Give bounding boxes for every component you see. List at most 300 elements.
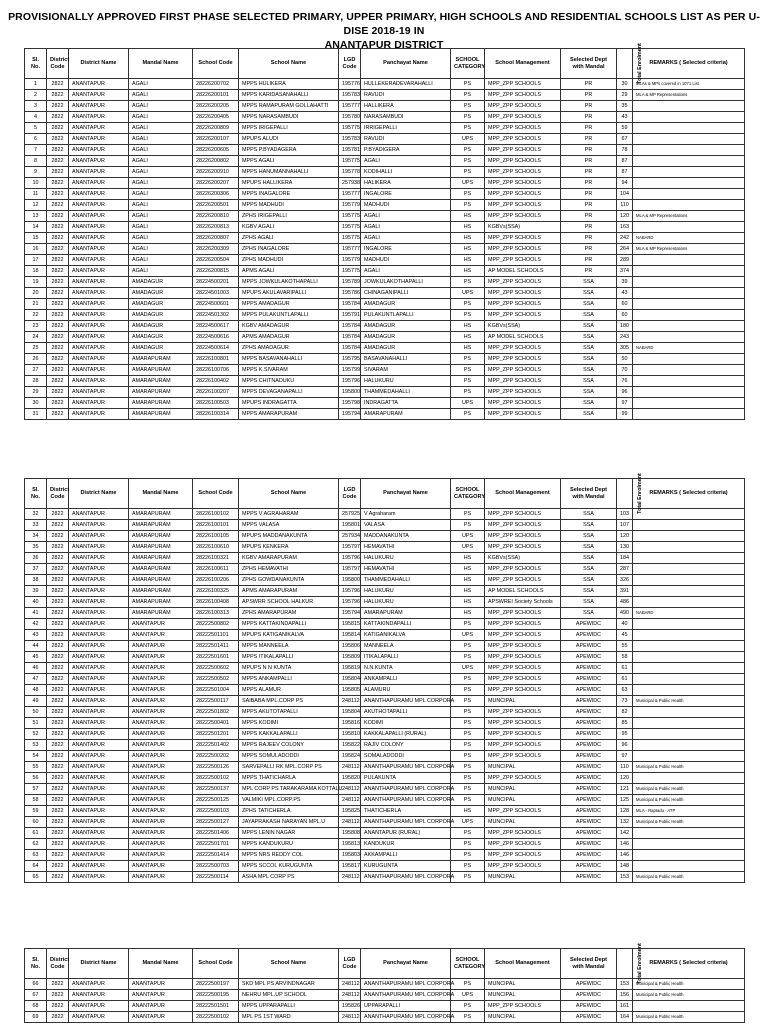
- cell-sl-no: 63: [25, 850, 47, 861]
- cell-mandal-name: ANANTAPUR: [129, 740, 193, 751]
- cell-district-code: 2822: [47, 277, 69, 288]
- cell-district-name: ANANTAPUR: [69, 376, 129, 387]
- cell-selected-dept: SSA: [561, 608, 617, 619]
- cell-school-management: MPP_ZPP SCHOOLS: [485, 156, 561, 167]
- cell-school-code: 28226200605: [193, 145, 239, 156]
- table-row: [25, 255, 745, 266]
- cell-total-enrolment: 85: [617, 718, 633, 729]
- cell-sl-no: 20: [25, 288, 47, 299]
- cell-school-category: PS: [451, 641, 485, 652]
- cell-school-category: PS: [451, 784, 485, 795]
- table-row: [25, 806, 745, 817]
- cell-mandal-name: AGALI: [129, 222, 193, 233]
- table-row: [25, 167, 745, 178]
- cell-total-enrolment: 120: [617, 531, 633, 542]
- cell-school-name: ZPHS AGALI: [239, 233, 339, 244]
- cell-total-enrolment: 146: [617, 839, 633, 850]
- header-district-name: District Name: [69, 49, 129, 79]
- cell-mandal-name: AMARAPURAM: [129, 365, 193, 376]
- table-row: [25, 531, 745, 542]
- cell-mandal-name: AGALI: [129, 266, 193, 277]
- cell-school-management: MPP_ZPP SCHOOLS: [485, 707, 561, 718]
- cell-school-code: 28222501201: [193, 729, 239, 740]
- table-row: [25, 277, 745, 288]
- cell-school-category: UPS: [451, 134, 485, 145]
- table-row: [25, 211, 745, 222]
- cell-district-name: ANANTAPUR: [69, 255, 129, 266]
- cell-remarks: [633, 376, 745, 387]
- table-row: [25, 365, 745, 376]
- cell-remarks: MLA & MP Representations: [633, 90, 745, 101]
- cell-mandal-name: ANANTAPUR: [129, 784, 193, 795]
- table-row: [25, 608, 745, 619]
- cell-district-name: ANANTAPUR: [69, 200, 129, 211]
- header-selected-dept: Selected Dept with Mandal: [561, 49, 617, 79]
- cell-lgd-code: 195781: [339, 145, 361, 156]
- cell-selected-dept: SSA: [561, 299, 617, 310]
- table-row: [25, 376, 745, 387]
- cell-district-code: 2822: [47, 222, 69, 233]
- cell-school-category: PS: [451, 101, 485, 112]
- cell-district-name: ANANTAPUR: [69, 729, 129, 740]
- table-row: [25, 685, 745, 696]
- cell-panchayat-name: AMADAGUR: [361, 321, 451, 332]
- cell-school-code: 28224500601: [193, 299, 239, 310]
- cell-selected-dept: APEWIDC: [561, 696, 617, 707]
- cell-school-management: MPP_ZPP SCHOOLS: [485, 751, 561, 762]
- cell-panchayat-name: RAVUDI: [361, 90, 451, 101]
- table-row: [25, 718, 745, 729]
- cell-school-management: AP MODEL SCHOOLS: [485, 586, 561, 597]
- cell-sl-no: 50: [25, 707, 47, 718]
- header-school-name: School Name: [239, 49, 339, 79]
- cell-district-code: 2822: [47, 288, 69, 299]
- cell-selected-dept: SSA: [561, 343, 617, 354]
- cell-school-name: MPPS JOWKULAKOTHAPALLI: [239, 277, 339, 288]
- table-row: [25, 751, 745, 762]
- cell-mandal-name: AGALI: [129, 145, 193, 156]
- cell-mandal-name: AMADAGUR: [129, 343, 193, 354]
- cell-school-code: 28226200101: [193, 90, 239, 101]
- cell-district-name: ANANTAPUR: [69, 597, 129, 608]
- cell-selected-dept: APEWIDC: [561, 850, 617, 861]
- cell-panchayat-name: HULLEKERADEVARAHALLI: [361, 79, 451, 90]
- cell-school-code: 28222501802: [193, 707, 239, 718]
- header-total-enrolment-label: Total Enrolment: [636, 473, 643, 514]
- cell-school-code: 28226100503: [193, 398, 239, 409]
- cell-total-enrolment: 78: [617, 145, 633, 156]
- table-row: [25, 321, 745, 332]
- cell-school-code: 28226100402: [193, 376, 239, 387]
- cell-school-name: ASHA MPL CORP PS: [239, 872, 339, 883]
- cell-school-management: MUNCIPAL: [485, 784, 561, 795]
- cell-district-name: ANANTAPUR: [69, 156, 129, 167]
- cell-remarks: [633, 520, 745, 531]
- cell-sl-no: 52: [25, 729, 47, 740]
- cell-panchayat-name: KATTAKINDAPALLI: [361, 619, 451, 630]
- cell-school-category: PS: [451, 828, 485, 839]
- cell-district-name: ANANTAPUR: [69, 564, 129, 575]
- cell-selected-dept: APEWIDC: [561, 685, 617, 696]
- cell-sl-no: 12: [25, 200, 47, 211]
- cell-district-name: ANANTAPUR: [69, 718, 129, 729]
- cell-sl-no: 56: [25, 773, 47, 784]
- cell-district-code: 2822: [47, 817, 69, 828]
- cell-mandal-name: ANANTAPUR: [129, 979, 193, 990]
- cell-sl-no: 16: [25, 244, 47, 255]
- table-row: [25, 652, 745, 663]
- table-row: [25, 288, 745, 299]
- header-school-management: School Management: [485, 49, 561, 79]
- cell-school-code: 28226100321: [193, 553, 239, 564]
- cell-school-management: MPP_ZPP SCHOOLS: [485, 200, 561, 211]
- cell-district-name: ANANTAPUR: [69, 652, 129, 663]
- cell-total-enrolment: 87: [617, 156, 633, 167]
- cell-total-enrolment: 121: [617, 784, 633, 795]
- cell-district-name: ANANTAPUR: [69, 575, 129, 586]
- cell-district-code: 2822: [47, 641, 69, 652]
- cell-district-code: 2822: [47, 299, 69, 310]
- cell-mandal-name: AGALI: [129, 233, 193, 244]
- cell-remarks: MLA - Raptadu - ATP: [633, 806, 745, 817]
- cell-district-name: ANANTAPUR: [69, 101, 129, 112]
- cell-district-name: ANANTAPUR: [69, 817, 129, 828]
- cell-district-code: 2822: [47, 839, 69, 850]
- cell-school-management: MPP_ZPP SCHOOLS: [485, 773, 561, 784]
- cell-mandal-name: AGALI: [129, 90, 193, 101]
- header-lgd-code: LGD Code: [339, 949, 361, 979]
- cell-district-code: 2822: [47, 145, 69, 156]
- cell-school-category: UPS: [451, 531, 485, 542]
- cell-district-name: ANANTAPUR: [69, 310, 129, 321]
- cell-school-category: PS: [451, 90, 485, 101]
- table-row: [25, 387, 745, 398]
- header-remarks: REMARKS ( Selected criteria): [633, 479, 745, 509]
- cell-school-category: PS: [451, 861, 485, 872]
- cell-school-management: MPP_ZPP SCHOOLS: [485, 839, 561, 850]
- cell-lgd-code: 195789: [339, 277, 361, 288]
- cell-school-category: PS: [451, 167, 485, 178]
- cell-sl-no: 22: [25, 310, 47, 321]
- table-row: [25, 299, 745, 310]
- cell-sl-no: 15: [25, 233, 47, 244]
- cell-school-name: MPL PS 1ST WARD: [239, 1012, 339, 1023]
- cell-school-name: APMS AGALI: [239, 266, 339, 277]
- cell-lgd-code: 248112: [339, 990, 361, 1001]
- cell-district-name: ANANTAPUR: [69, 740, 129, 751]
- cell-panchayat-name: AMADAGUR: [361, 332, 451, 343]
- cell-district-code: 2822: [47, 751, 69, 762]
- cell-lgd-code: 195779: [339, 200, 361, 211]
- cell-mandal-name: ANANTAPUR: [129, 839, 193, 850]
- cell-school-category: PS: [451, 707, 485, 718]
- cell-sl-no: 39: [25, 586, 47, 597]
- cell-lgd-code: 195784: [339, 343, 361, 354]
- cell-mandal-name: ANANTAPUR: [129, 828, 193, 839]
- cell-school-code: 28222500802: [193, 619, 239, 630]
- cell-total-enrolment: 29: [617, 90, 633, 101]
- cell-school-name: MPUPS KENKERA: [239, 542, 339, 553]
- table-header-row: [25, 49, 745, 79]
- table-header-row: [25, 949, 745, 979]
- cell-school-code: 28226200810: [193, 211, 239, 222]
- cell-lgd-code: 195798: [339, 398, 361, 409]
- cell-remarks: [633, 828, 745, 839]
- cell-sl-no: 38: [25, 575, 47, 586]
- cell-district-code: 2822: [47, 828, 69, 839]
- cell-remarks: Municipal & Public Health: [633, 762, 745, 773]
- cell-district-code: 2822: [47, 795, 69, 806]
- header-mandal-name: Mandal Name: [129, 49, 193, 79]
- cell-district-code: 2822: [47, 553, 69, 564]
- cell-sl-no: 26: [25, 354, 47, 365]
- cell-school-category: PS: [451, 674, 485, 685]
- cell-total-enrolment: 326: [617, 575, 633, 586]
- cell-school-management: MPP_ZPP SCHOOLS: [485, 564, 561, 575]
- cell-district-code: 2822: [47, 990, 69, 1001]
- cell-remarks: Municipal & Public Health: [633, 979, 745, 990]
- cell-school-management: MPP_ZPP SCHOOLS: [485, 509, 561, 520]
- cell-selected-dept: PR: [561, 189, 617, 200]
- cell-remarks: [633, 354, 745, 365]
- cell-remarks: [633, 255, 745, 266]
- cell-lgd-code: 195796: [339, 597, 361, 608]
- cell-school-name: ZPHS HEMAVATHI: [239, 564, 339, 575]
- header-district-code: District Code: [47, 49, 69, 79]
- cell-lgd-code: 195808: [339, 828, 361, 839]
- cell-sl-no: 14: [25, 222, 47, 233]
- cell-school-name: MPPS ITIKALAPALLI: [239, 652, 339, 663]
- cell-total-enrolment: 35: [617, 101, 633, 112]
- cell-total-enrolment: 55: [617, 641, 633, 652]
- cell-school-name: MPPS HANUMANNAHALLI: [239, 167, 339, 178]
- table-row: [25, 641, 745, 652]
- cell-total-enrolment: 110: [617, 200, 633, 211]
- cell-district-name: ANANTAPUR: [69, 178, 129, 189]
- cell-panchayat-name: KURUGUNTA: [361, 861, 451, 872]
- table-row: [25, 575, 745, 586]
- cell-district-name: ANANTAPUR: [69, 387, 129, 398]
- cell-school-code: 28226100207: [193, 387, 239, 398]
- cell-remarks: [633, 222, 745, 233]
- cell-school-management: MPP_ZPP SCHOOLS: [485, 376, 561, 387]
- cell-school-management: MPP_ZPP SCHOOLS: [485, 79, 561, 90]
- cell-school-name: NEHRU MPL.UP SCHOOL: [239, 990, 339, 1001]
- cell-lgd-code: 195813: [339, 839, 361, 850]
- cell-district-name: ANANTAPUR: [69, 696, 129, 707]
- cell-total-enrolment: 161: [617, 1001, 633, 1012]
- cell-school-name: APSWRR SCHOOL HALKUR: [239, 597, 339, 608]
- cell-school-name: MPL CORP PS TARAKARAMA KOTTALU: [239, 784, 339, 795]
- cell-school-code: 28222500114: [193, 872, 239, 883]
- table-row: [25, 630, 745, 641]
- cell-sl-no: 53: [25, 740, 47, 751]
- table-row: [25, 542, 745, 553]
- cell-sl-no: 45: [25, 652, 47, 663]
- table-row: [25, 233, 745, 244]
- cell-district-name: ANANTAPUR: [69, 586, 129, 597]
- cell-school-name: MPPS AKUTOTAPALLI: [239, 707, 339, 718]
- cell-total-enrolment: 95: [617, 729, 633, 740]
- cell-district-name: ANANTAPUR: [69, 762, 129, 773]
- table-row: [25, 839, 745, 850]
- cell-selected-dept: SSA: [561, 354, 617, 365]
- header-school-management: School Management: [485, 949, 561, 979]
- cell-district-name: ANANTAPUR: [69, 244, 129, 255]
- table-row: [25, 332, 745, 343]
- cell-school-code: 28224501003: [193, 288, 239, 299]
- header-sl-no: Sl. No.: [25, 949, 47, 979]
- cell-school-management: MPP_ZPP SCHOOLS: [485, 685, 561, 696]
- cell-lgd-code: 195796: [339, 376, 361, 387]
- cell-mandal-name: ANANTAPUR: [129, 696, 193, 707]
- cell-panchayat-name: HALUKURU: [361, 597, 451, 608]
- header-total-enrolment-label: Total Enrolment: [636, 43, 643, 84]
- cell-mandal-name: AMADAGUR: [129, 332, 193, 343]
- cell-school-code: 28224500614: [193, 343, 239, 354]
- header-school-category: SCHOOL CATEGORY: [451, 49, 485, 79]
- header-school-category: SCHOOL CATEGORY: [451, 949, 485, 979]
- cell-total-enrolment: 153: [617, 872, 633, 883]
- header-mandal-name: Mandal Name: [129, 479, 193, 509]
- cell-remarks: [633, 674, 745, 685]
- cell-school-management: MUNCIPAL: [485, 795, 561, 806]
- cell-remarks: [633, 266, 745, 277]
- cell-remarks: [633, 200, 745, 211]
- cell-sl-no: 3: [25, 101, 47, 112]
- cell-school-name: MPPS INAGALORE: [239, 189, 339, 200]
- cell-school-code: 28224500616: [193, 332, 239, 343]
- cell-school-name: MPUPS AKULAVARIPALLI: [239, 288, 339, 299]
- cell-mandal-name: ANANTAPUR: [129, 751, 193, 762]
- cell-panchayat-name: AGALI: [361, 211, 451, 222]
- cell-sl-no: 47: [25, 674, 47, 685]
- cell-panchayat-name: AKUTHOTAPALLI: [361, 707, 451, 718]
- cell-selected-dept: SSA: [561, 531, 617, 542]
- cell-school-management: MPP_ZPP SCHOOLS: [485, 90, 561, 101]
- cell-total-enrolment: 490: [617, 608, 633, 619]
- cell-selected-dept: SSA: [561, 365, 617, 376]
- cell-selected-dept: APEWIDC: [561, 861, 617, 872]
- cell-school-management: MPP_ZPP SCHOOLS: [485, 288, 561, 299]
- cell-school-code: 28222501406: [193, 828, 239, 839]
- cell-selected-dept: APEWIDC: [561, 663, 617, 674]
- cell-remarks: [633, 123, 745, 134]
- cell-school-category: PS: [451, 200, 485, 211]
- cell-sl-no: 46: [25, 663, 47, 674]
- header-school-code: School Code: [193, 949, 239, 979]
- cell-selected-dept: APEWIDC: [561, 806, 617, 817]
- cell-total-enrolment: 242: [617, 233, 633, 244]
- cell-district-name: ANANTAPUR: [69, 112, 129, 123]
- cell-school-code: 28222500202: [193, 751, 239, 762]
- cell-school-name: MPPS CHITNADUKU: [239, 376, 339, 387]
- cell-district-name: ANANTAPUR: [69, 266, 129, 277]
- cell-lgd-code: 195799: [339, 365, 361, 376]
- cell-sl-no: 41: [25, 608, 47, 619]
- cell-school-code: 28222501414: [193, 850, 239, 861]
- cell-mandal-name: AMARAPURAM: [129, 586, 193, 597]
- cell-district-code: 2822: [47, 784, 69, 795]
- cell-selected-dept: APEWIDC: [561, 817, 617, 828]
- cell-sl-no: 27: [25, 365, 47, 376]
- cell-panchayat-name: VALASA: [361, 520, 451, 531]
- cell-school-code: 28222500117: [193, 696, 239, 707]
- cell-sl-no: 66: [25, 979, 47, 990]
- cell-district-name: ANANTAPUR: [69, 979, 129, 990]
- cell-school-management: MPP_ZPP SCHOOLS: [485, 608, 561, 619]
- cell-total-enrolment: 58: [617, 652, 633, 663]
- cell-school-management: MUNCIPAL: [485, 1012, 561, 1023]
- cell-panchayat-name: AGALI: [361, 233, 451, 244]
- cell-district-code: 2822: [47, 189, 69, 200]
- cell-lgd-code: 195775: [339, 156, 361, 167]
- cell-school-category: HS: [451, 244, 485, 255]
- cell-selected-dept: APEWIDC: [561, 990, 617, 1001]
- cell-total-enrolment: 486: [617, 597, 633, 608]
- cell-school-name: KGBV AMADAGUR: [239, 321, 339, 332]
- cell-district-name: ANANTAPUR: [69, 861, 129, 872]
- cell-district-code: 2822: [47, 586, 69, 597]
- cell-district-code: 2822: [47, 652, 69, 663]
- cell-lgd-code: 195783: [339, 90, 361, 101]
- cell-mandal-name: AGALI: [129, 178, 193, 189]
- cell-total-enrolment: 94: [617, 178, 633, 189]
- table-row: [25, 178, 745, 189]
- cell-school-code: 28222500602: [193, 663, 239, 674]
- cell-total-enrolment: 287: [617, 564, 633, 575]
- table-header-row: [25, 479, 745, 509]
- cell-school-code: 28226200815: [193, 266, 239, 277]
- cell-school-management: MPP_ZPP SCHOOLS: [485, 520, 561, 531]
- table-row: [25, 343, 745, 354]
- cell-school-management: MPP_ZPP SCHOOLS: [485, 354, 561, 365]
- cell-total-enrolment: 60: [617, 310, 633, 321]
- cell-school-name: MPPS SCCOL KURUGUNTA: [239, 861, 339, 872]
- table-row: [25, 123, 745, 134]
- cell-lgd-code: 195797: [339, 542, 361, 553]
- cell-district-code: 2822: [47, 332, 69, 343]
- cell-panchayat-name: ANANTHAPURAMU MPL CORPORA: [361, 817, 451, 828]
- cell-mandal-name: ANANTAPUR: [129, 674, 193, 685]
- cell-lgd-code: 195778: [339, 167, 361, 178]
- table-row: [25, 553, 745, 564]
- cell-mandal-name: AMARAPURAM: [129, 509, 193, 520]
- header-total-enrolment-label: Total Enrolment: [636, 943, 643, 984]
- cell-remarks: [633, 861, 745, 872]
- header-school-management: School Management: [485, 479, 561, 509]
- cell-selected-dept: SSA: [561, 321, 617, 332]
- cell-lgd-code: 195775: [339, 222, 361, 233]
- cell-remarks: [633, 409, 745, 420]
- cell-mandal-name: AMADAGUR: [129, 299, 193, 310]
- cell-selected-dept: APEWIDC: [561, 872, 617, 883]
- cell-district-name: ANANTAPUR: [69, 520, 129, 531]
- cell-remarks: [633, 619, 745, 630]
- cell-selected-dept: APEWIDC: [561, 773, 617, 784]
- cell-school-category: PS: [451, 652, 485, 663]
- cell-selected-dept: SSA: [561, 332, 617, 343]
- cell-selected-dept: PR: [561, 255, 617, 266]
- cell-school-category: PS: [451, 751, 485, 762]
- table-row: [25, 90, 745, 101]
- cell-panchayat-name: SIVARAM: [361, 365, 451, 376]
- cell-school-name: MPUPS HALLIKERA: [239, 178, 339, 189]
- cell-remarks: [633, 740, 745, 751]
- cell-lgd-code: 248112: [339, 762, 361, 773]
- cell-selected-dept: SSA: [561, 288, 617, 299]
- header-mandal-name: Mandal Name: [129, 949, 193, 979]
